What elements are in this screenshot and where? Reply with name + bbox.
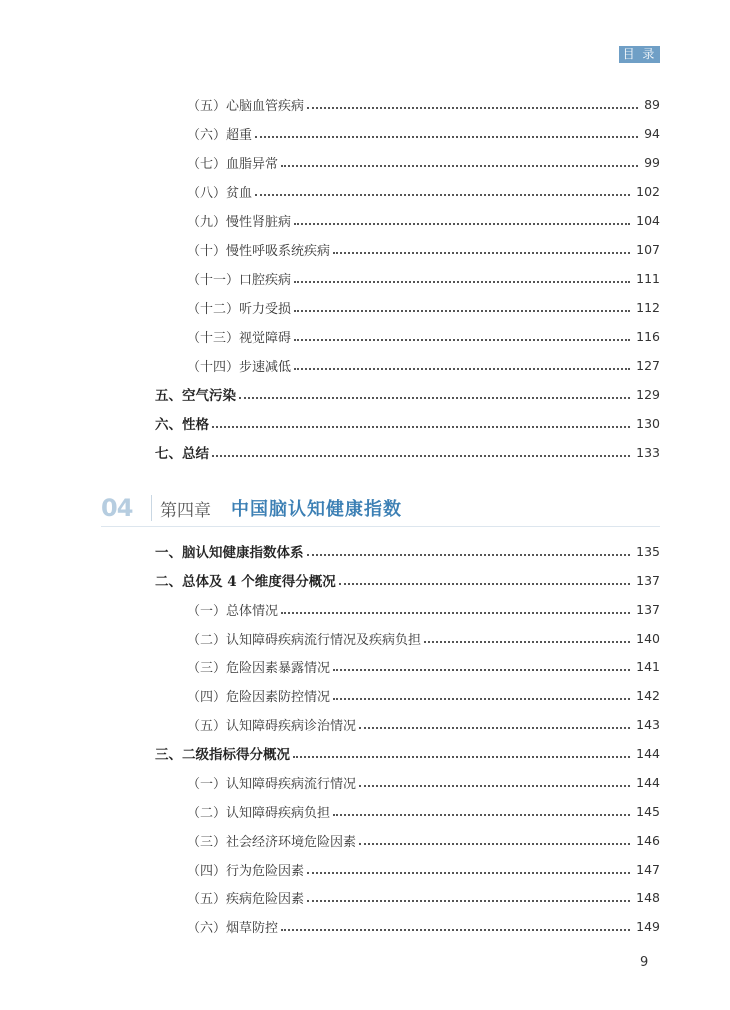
page-number: 9 — [640, 955, 649, 970]
toc-entry-main[interactable] — [155, 413, 660, 433]
toc-entry-main[interactable] — [155, 384, 660, 404]
leader-dots — [333, 697, 630, 700]
leader-dots — [307, 553, 631, 556]
toc-entry-page: 145 — [636, 803, 660, 819]
leader-dots — [339, 582, 630, 585]
toc-entry-page: 147 — [636, 861, 660, 877]
toc-entry-label: （四）危险因素防控情况 — [187, 689, 331, 705]
toc-entry-label: 一、脑认知健康指数体系 — [155, 545, 304, 561]
toc-entry-page: 135 — [636, 543, 660, 559]
toc-entry-label: （十四）步速减低 — [187, 359, 292, 375]
toc-entry-label: （四）行为危险因素 — [187, 863, 305, 879]
toc-entry-main[interactable] — [155, 442, 660, 462]
leader-dots — [294, 222, 630, 225]
toc-entry-label: （二）认知障碍疾病负担 — [187, 805, 331, 821]
toc-entry-label: （六）超重 — [187, 127, 253, 143]
toc-entry[interactable] — [187, 628, 660, 648]
chapter-title: 中国脑认知健康指数 — [231, 499, 402, 520]
toc-entry-page: 127 — [636, 357, 660, 373]
toc-entry[interactable] — [187, 123, 660, 143]
leader-dots — [333, 813, 630, 816]
leader-dots — [212, 425, 630, 428]
toc-entry-page: 94 — [644, 125, 660, 141]
toc-entry-label: （三）危险因素暴露情况 — [187, 660, 331, 676]
leader-dots — [281, 611, 630, 614]
toc-entry[interactable] — [187, 685, 660, 705]
toc-entry-label: 六、性格 — [155, 417, 209, 433]
toc-entry[interactable] — [187, 801, 660, 821]
leader-dots — [239, 396, 630, 399]
leader-dots — [293, 755, 630, 758]
toc-entry[interactable] — [187, 916, 660, 936]
toc-entry[interactable] — [187, 714, 660, 734]
toc-entry-main[interactable] — [155, 541, 660, 561]
leader-dots — [255, 135, 638, 138]
toc-entry[interactable] — [187, 599, 660, 619]
toc-entry-page: 133 — [636, 444, 660, 460]
toc-entry-page: 102 — [636, 183, 660, 199]
toc-entry-page: 144 — [636, 745, 660, 761]
toc-entry[interactable] — [187, 181, 660, 201]
leader-dots — [307, 871, 630, 874]
toc-entry[interactable] — [187, 830, 660, 850]
toc-entry-page: 130 — [636, 415, 660, 431]
toc-entry-page: 116 — [636, 328, 660, 344]
leader-dots — [294, 280, 630, 283]
toc-entry[interactable] — [187, 656, 660, 676]
toc-header-tag: 目 录 — [619, 46, 660, 63]
toc-entry-page: 104 — [636, 212, 660, 228]
leader-dots — [281, 164, 638, 167]
toc-entry-label: 二、总体及 4 个维度得分概况 — [155, 574, 336, 590]
toc-entry-main[interactable] — [155, 743, 660, 763]
leader-dots — [333, 251, 630, 254]
toc-entry-label: （一）总体情况 — [187, 603, 279, 619]
toc-entry-label: （五）心脑血管疾病 — [187, 98, 305, 114]
toc-entry-page: 148 — [636, 889, 660, 905]
toc-entry-label: （六）烟草防控 — [187, 920, 279, 936]
toc-entry-label: （三）社会经济环境危险因素 — [187, 834, 357, 850]
toc-entry-label: （九）慢性肾脏病 — [187, 214, 292, 230]
toc-entry-label: （一）认知障碍疾病流行情况 — [187, 776, 357, 792]
toc-entry-page: 107 — [636, 241, 660, 257]
toc-entry[interactable] — [187, 859, 660, 879]
toc-entry-page: 137 — [636, 572, 660, 588]
leader-dots — [281, 928, 630, 931]
toc-entry-page: 140 — [636, 630, 660, 646]
toc-entry-main[interactable] — [155, 570, 660, 590]
leader-dots — [359, 784, 630, 787]
toc-entry[interactable] — [187, 355, 660, 375]
leader-dots — [255, 193, 630, 196]
toc-entry[interactable] — [187, 772, 660, 792]
chapter-label: 第四章 — [160, 500, 211, 521]
leader-dots — [307, 899, 630, 902]
chapter-divider — [151, 495, 152, 521]
toc-entry[interactable] — [187, 210, 660, 230]
toc-entry-page: 149 — [636, 918, 660, 934]
toc-entry-label: （七）血脂异常 — [187, 156, 279, 172]
toc-entry-label: 三、二级指标得分概况 — [155, 747, 290, 763]
toc-entry[interactable] — [187, 887, 660, 907]
toc-entry[interactable] — [187, 94, 660, 114]
toc-entry-page: 146 — [636, 832, 660, 848]
toc-entry[interactable] — [187, 326, 660, 346]
toc-entry-label: （十三）视觉障碍 — [187, 330, 292, 346]
leader-dots — [294, 338, 630, 341]
toc-entry-page: 89 — [644, 96, 660, 112]
toc-entry-page: 99 — [644, 154, 660, 170]
toc-entry-label: （五）认知障碍疾病诊治情况 — [187, 718, 357, 734]
leader-dots — [424, 640, 630, 643]
toc-entry-label: （十一）口腔疾病 — [187, 272, 292, 288]
chapter-rule — [101, 526, 660, 527]
toc-entry-label: （八）贫血 — [187, 185, 253, 201]
toc-entry-page: 141 — [636, 658, 660, 674]
toc-entry[interactable] — [187, 152, 660, 172]
toc-entry-page: 129 — [636, 386, 660, 402]
toc-entry-page: 142 — [636, 687, 660, 703]
toc-entry-label: （二）认知障碍疾病流行情况及疾病负担 — [187, 632, 422, 648]
toc-entry-page: 137 — [636, 601, 660, 617]
toc-entry[interactable] — [187, 268, 660, 288]
toc-entry-label: （五）疾病危险因素 — [187, 891, 305, 907]
toc-entry-page: 144 — [636, 774, 660, 790]
leader-dots — [294, 367, 630, 370]
toc-entry[interactable] — [187, 239, 660, 259]
chapter-heading[interactable] — [101, 491, 660, 525]
toc-entry-page: 112 — [636, 299, 660, 315]
leader-dots — [359, 842, 630, 845]
toc-entry-label: （十二）听力受损 — [187, 301, 292, 317]
leader-dots — [307, 106, 638, 109]
toc-entry-page: 111 — [636, 270, 660, 286]
leader-dots — [333, 668, 630, 671]
toc-entry-page: 143 — [636, 716, 660, 732]
toc-entry-label: 五、空气污染 — [155, 388, 236, 404]
chapter-number: 04 — [101, 494, 133, 522]
leader-dots — [294, 309, 630, 312]
leader-dots — [359, 726, 630, 729]
toc-entry-label: （十）慢性呼吸系统疾病 — [187, 243, 331, 259]
toc-entry[interactable] — [187, 297, 660, 317]
toc-entry-label: 七、总结 — [155, 446, 209, 462]
leader-dots — [212, 454, 630, 457]
